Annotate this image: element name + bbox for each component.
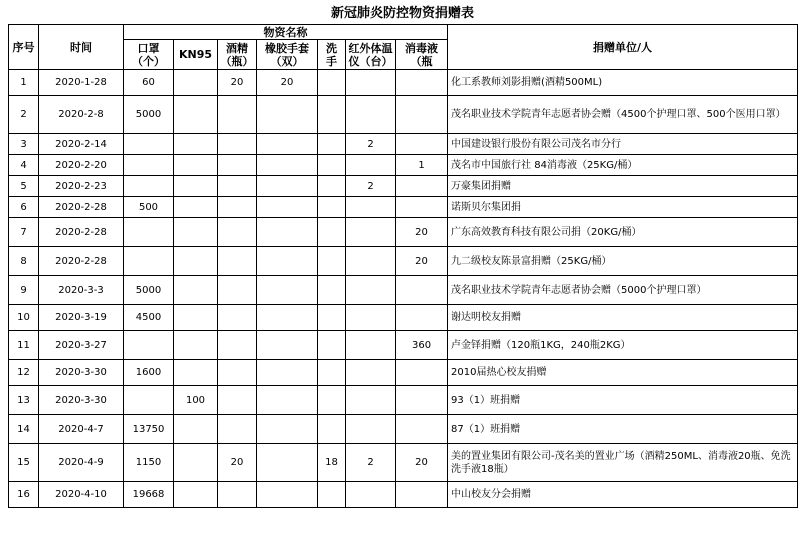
cell-date: 2020-3-30 (39, 386, 124, 415)
cell-mask: 5000 (124, 96, 174, 134)
cell-gloves (257, 482, 318, 508)
cell-wash (318, 247, 346, 276)
cell-donor: 茂名职业技术学院青年志愿者协会赠（5000个护理口罩） (448, 276, 798, 305)
cell-thermo (346, 247, 396, 276)
cell-wash (318, 415, 346, 444)
cell-donor: 卢金铎捐赠（120瓶1KG，240瓶2KG） (448, 331, 798, 360)
cell-alcohol (218, 176, 257, 197)
cell-kn95 (174, 247, 218, 276)
table-body (9, 70, 798, 508)
header-disinfect-line2: （瓶 (410, 54, 433, 68)
header-donor: 捐赠单位/人 (448, 25, 798, 70)
cell-donor: 93（1）班捐赠 (448, 386, 798, 415)
cell-wash (318, 134, 346, 155)
header-wash-line2: 手 (326, 54, 337, 68)
cell-alcohol (218, 386, 257, 415)
cell-kn95 (174, 415, 218, 444)
cell-kn95 (174, 331, 218, 360)
cell-thermo: 2 (346, 176, 396, 197)
cell-alcohol: 20 (218, 70, 257, 96)
cell-seq: 6 (9, 197, 39, 218)
header-gloves-line1: 橡胶手套 (265, 41, 309, 55)
cell-thermo (346, 276, 396, 305)
header-alcohol (218, 40, 257, 70)
cell-alcohol (218, 155, 257, 176)
cell-donor: 茂名职业技术学院青年志愿者协会赠（4500个护理口罩、500个医用口罩） (448, 96, 798, 134)
cell-alcohol (218, 360, 257, 386)
cell-seq: 12 (9, 360, 39, 386)
cell-thermo (346, 415, 396, 444)
header-thermo-line2: 仪（台） (348, 54, 393, 68)
header-mask (124, 40, 174, 70)
cell-kn95 (174, 197, 218, 218)
table-title: 新冠肺炎防控物资捐赠表 (330, 6, 474, 21)
cell-wash (318, 70, 346, 96)
cell-date: 2020-2-23 (39, 176, 124, 197)
table-header (9, 25, 798, 70)
cell-mask (124, 247, 174, 276)
table-row (9, 276, 798, 305)
cell-mask: 13750 (124, 415, 174, 444)
cell-alcohol (218, 331, 257, 360)
cell-seq: 7 (9, 218, 39, 247)
cell-donor: 九二级校友陈景富捐赠（25KG/桶） (448, 247, 798, 276)
cell-disinfect (396, 176, 448, 197)
cell-donor: 谢达明校友捐赠 (448, 305, 798, 331)
header-thermo-line1: 红外体温 (348, 41, 393, 55)
cell-seq: 1 (9, 70, 39, 96)
cell-date: 2020-1-28 (39, 70, 124, 96)
cell-seq: 2 (9, 96, 39, 134)
cell-thermo: 2 (346, 134, 396, 155)
cell-date: 2020-4-10 (39, 482, 124, 508)
cell-wash (318, 386, 346, 415)
donation-table (8, 24, 798, 508)
cell-seq: 15 (9, 444, 39, 482)
header-disinfect-line1: 消毒液 (405, 41, 439, 55)
cell-disinfect (396, 197, 448, 218)
cell-wash (318, 96, 346, 134)
cell-date: 2020-4-9 (39, 444, 124, 482)
cell-wash (318, 305, 346, 331)
table-row (9, 482, 798, 508)
cell-wash (318, 218, 346, 247)
cell-date: 2020-3-30 (39, 360, 124, 386)
cell-mask: 19668 (124, 482, 174, 508)
cell-thermo (346, 305, 396, 331)
table-row (9, 155, 798, 176)
cell-disinfect (396, 360, 448, 386)
cell-gloves (257, 247, 318, 276)
cell-date: 2020-2-28 (39, 197, 124, 218)
header-row-1 (9, 25, 798, 40)
cell-kn95 (174, 96, 218, 134)
cell-thermo (346, 482, 396, 508)
cell-donor: 美的置业集团有限公司-茂名美的置业广场（酒精250ML、消毒液20瓶、免洗洗手液18瓶） (448, 444, 798, 482)
cell-alcohol (218, 247, 257, 276)
cell-gloves (257, 197, 318, 218)
cell-mask: 60 (124, 70, 174, 96)
cell-seq: 16 (9, 482, 39, 508)
cell-mask: 5000 (124, 276, 174, 305)
cell-kn95 (174, 305, 218, 331)
cell-seq: 11 (9, 331, 39, 360)
cell-disinfect: 20 (396, 247, 448, 276)
table-row (9, 197, 798, 218)
cell-mask: 4500 (124, 305, 174, 331)
cell-thermo: 2 (346, 444, 396, 482)
table-row (9, 96, 798, 134)
cell-date: 2020-2-20 (39, 155, 124, 176)
table-row (9, 444, 798, 482)
cell-date: 2020-2-8 (39, 96, 124, 134)
cell-alcohol (218, 134, 257, 155)
cell-date: 2020-3-19 (39, 305, 124, 331)
cell-donor: 2010届热心校友捐赠 (448, 360, 798, 386)
cell-wash (318, 197, 346, 218)
table-row (9, 176, 798, 197)
cell-donor: 中国建设银行股份有限公司茂名市分行 (448, 134, 798, 155)
cell-alcohol: 20 (218, 444, 257, 482)
cell-alcohol (218, 305, 257, 331)
cell-disinfect (396, 415, 448, 444)
cell-thermo (346, 386, 396, 415)
cell-alcohol (218, 96, 257, 134)
cell-wash (318, 276, 346, 305)
cell-gloves (257, 155, 318, 176)
cell-alcohol (218, 218, 257, 247)
cell-disinfect: 20 (396, 444, 448, 482)
header-mask-line1: 口罩 (137, 41, 160, 55)
table-row (9, 360, 798, 386)
header-wash (318, 40, 346, 70)
cell-disinfect: 20 (396, 218, 448, 247)
cell-gloves (257, 415, 318, 444)
cell-mask (124, 176, 174, 197)
cell-alcohol (218, 276, 257, 305)
table-row (9, 70, 798, 96)
cell-kn95 (174, 360, 218, 386)
header-date: 时间 (39, 25, 124, 70)
cell-mask (124, 134, 174, 155)
cell-kn95 (174, 482, 218, 508)
cell-disinfect (396, 70, 448, 96)
cell-date: 2020-3-3 (39, 276, 124, 305)
cell-donor: 万豪集团捐赠 (448, 176, 798, 197)
cell-date: 2020-2-28 (39, 218, 124, 247)
cell-disinfect: 360 (396, 331, 448, 360)
cell-seq: 3 (9, 134, 39, 155)
cell-seq: 14 (9, 415, 39, 444)
cell-wash: 18 (318, 444, 346, 482)
cell-kn95 (174, 70, 218, 96)
table-row (9, 415, 798, 444)
cell-wash (318, 176, 346, 197)
cell-wash (318, 360, 346, 386)
cell-gloves (257, 360, 318, 386)
cell-thermo (346, 197, 396, 218)
cell-kn95 (174, 276, 218, 305)
cell-kn95 (174, 176, 218, 197)
cell-seq: 13 (9, 386, 39, 415)
cell-disinfect (396, 482, 448, 508)
cell-gloves (257, 96, 318, 134)
header-wash-line1: 洗 (326, 41, 337, 55)
cell-kn95 (174, 134, 218, 155)
cell-date: 2020-4-7 (39, 415, 124, 444)
cell-seq: 8 (9, 247, 39, 276)
cell-mask (124, 218, 174, 247)
cell-gloves (257, 176, 318, 197)
cell-mask: 500 (124, 197, 174, 218)
table-row (9, 386, 798, 415)
cell-alcohol (218, 415, 257, 444)
cell-donor: 87（1）班捐赠 (448, 415, 798, 444)
cell-kn95 (174, 218, 218, 247)
cell-date: 2020-2-28 (39, 247, 124, 276)
cell-thermo (346, 360, 396, 386)
cell-kn95 (174, 155, 218, 176)
cell-disinfect (396, 305, 448, 331)
table-row (9, 134, 798, 155)
cell-wash (318, 482, 346, 508)
table-row (9, 247, 798, 276)
cell-gloves (257, 305, 318, 331)
cell-seq: 4 (9, 155, 39, 176)
table-row (9, 218, 798, 247)
cell-disinfect (396, 276, 448, 305)
cell-mask: 1150 (124, 444, 174, 482)
cell-donor: 茂名市中国旅行社 84消毒液（25KG/桶） (448, 155, 798, 176)
cell-disinfect (396, 386, 448, 415)
table-row (9, 305, 798, 331)
cell-seq: 9 (9, 276, 39, 305)
cell-gloves (257, 444, 318, 482)
table-row (9, 331, 798, 360)
cell-disinfect (396, 96, 448, 134)
cell-wash (318, 331, 346, 360)
cell-thermo (346, 155, 396, 176)
cell-wash (318, 155, 346, 176)
cell-donor: 中山校友分会捐赠 (448, 482, 798, 508)
cell-seq: 5 (9, 176, 39, 197)
cell-gloves (257, 218, 318, 247)
cell-thermo (346, 218, 396, 247)
cell-alcohol (218, 197, 257, 218)
cell-mask (124, 386, 174, 415)
cell-seq: 10 (9, 305, 39, 331)
cell-date: 2020-3-27 (39, 331, 124, 360)
cell-alcohol (218, 482, 257, 508)
cell-donor: 广东高效教育科技有限公司捐（20KG/桶） (448, 218, 798, 247)
cell-gloves (257, 134, 318, 155)
cell-mask (124, 331, 174, 360)
header-thermo (346, 40, 396, 70)
header-gloves (257, 40, 318, 70)
cell-disinfect (396, 134, 448, 155)
header-kn95: KN95 (174, 40, 218, 70)
cell-mask (124, 155, 174, 176)
cell-gloves (257, 386, 318, 415)
header-alcohol-line1: 酒精 (226, 41, 248, 55)
cell-gloves (257, 331, 318, 360)
header-alcohol-line2: （瓶） (220, 54, 254, 68)
header-disinfect (396, 40, 448, 70)
cell-donor: 诺斯贝尔集团捐 (448, 197, 798, 218)
cell-kn95: 100 (174, 386, 218, 415)
cell-disinfect: 1 (396, 155, 448, 176)
cell-gloves (257, 276, 318, 305)
header-gloves-line2: （双） (270, 54, 304, 68)
cell-thermo (346, 70, 396, 96)
cell-gloves: 20 (257, 70, 318, 96)
header-seq: 序号 (9, 25, 39, 70)
cell-thermo (346, 96, 396, 134)
cell-mask: 1600 (124, 360, 174, 386)
cell-kn95 (174, 444, 218, 482)
header-group: 物资名称 (124, 25, 448, 40)
cell-thermo (346, 331, 396, 360)
cell-date: 2020-2-14 (39, 134, 124, 155)
cell-donor: 化工系教师刘影捐赠(酒精500ML) (448, 70, 798, 96)
header-mask-line2: （个） (132, 54, 165, 68)
